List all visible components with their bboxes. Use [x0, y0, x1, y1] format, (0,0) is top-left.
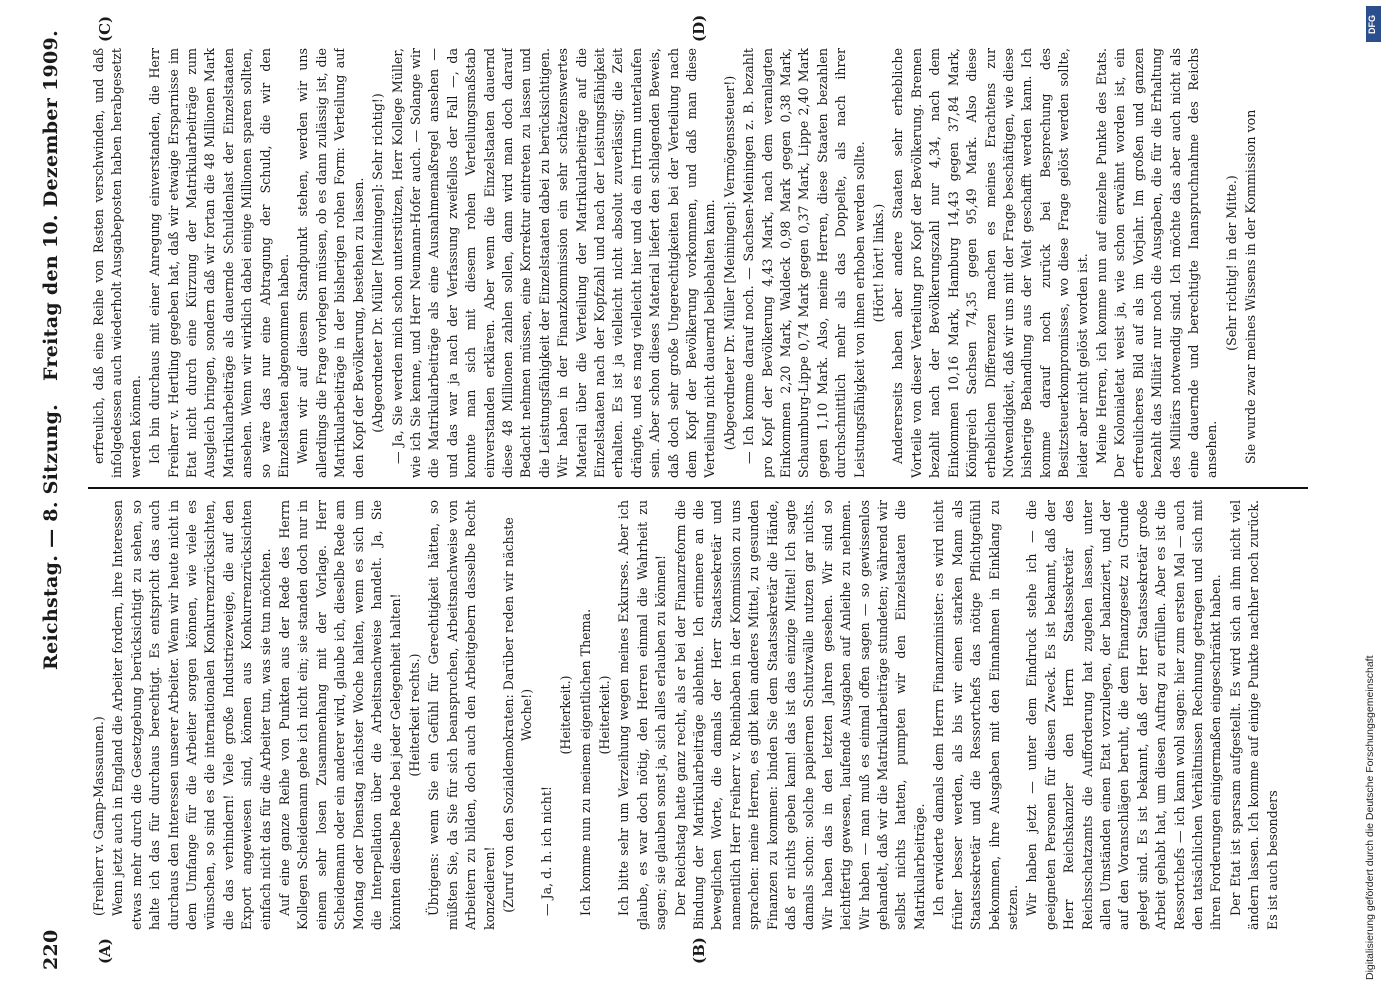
- interjection: (Hört! hört! links.): [871, 203, 887, 323]
- margin-mark-c: (C): [96, 15, 114, 42]
- dfg-logo: DFG: [1366, 6, 1381, 42]
- digitization-credit: [1364, 0, 1383, 1000]
- paragraph: Ich bin durchaus mit einer Anregung einverstanden, die Herr Freiherr v. Hertling gegeben hat, daß wir etwaige Ersparnisse im Etat nicht durch eine Kürzung der Matrikularbeiträge zum Ausgleich bringen, sondern daß wir fortan die 48 Millionen Mark Matrikularbeiträge als dauernde Schuldenlast der Einzelstaaten ansehen. Wenn wir wirklich dabei einige Millionen sparen sollten, so wäre das nur eine Abtragung der Schuld, die wir den Einzelstaaten abgenommen haben.: [147, 48, 292, 478]
- right-text-column: [90, 48, 1320, 478]
- session-title: Reichstag. — 8. Sitzung.: [40, 403, 62, 670]
- paragraph: Andererseits haben aber andere Staaten sehr erhebliche Vorteile von dieser Verteilung pro Kopf der Bevölkerung. Bremen bezahlt nach der Bevölkerungszahl nur 4,34, nach dem Einkommen 10,16 Mark, Hamburg 14,43 gegen 37,84 Mark, Königreich Sachsen 74,35 gegen 95,49 Mark. Also diese erheblichen Differenzen machen es meines Erachtens zur Notwendigkeit, daß wir uns mit der Frage beschäftigen, wie diese bisherige Behandlung aus der Welt geschafft werden kann. Ich komme darauf noch zurück bei Besprechung des Besitzsteuerkompromisses, wo diese Frage gelöst werden sollte, leider aber nicht gelöst worden ist.: [890, 48, 1090, 478]
- paragraph: Wenn wir auf diesem Standpunkt stehen, werden wir uns allerdings die Frage vorlegen müssen, ob es dann zulässig ist, die Matrikularbeiträge in der bisherigen rohen Form: Verteilung auf den Kopf der Bevölkerung, bestehen zu lassen.: [295, 48, 366, 478]
- paragraph: Der Etat ist sparsam aufgestellt. Es wird sich an ihm nicht viel ändern lassen. Ich komme auf einige Punkte nachher noch zurück. Es ist auch besonders: [1227, 500, 1280, 930]
- session-date: Freitag den 10. Dezember 1909.: [40, 30, 62, 381]
- paragraph: Ich erwiderte damals dem Herrn Finanzminister: es wird nicht früher besser werden, als bis wir einen starken Mann als Staatssekretär und die Ressortchefs das nötige Pflichtgefühl bekommen, ihre Ausgaben mit den Einnahmen in Einklang zu setzen.: [931, 500, 1020, 930]
- page-header: [40, 30, 80, 970]
- interjection: (Heiterkeit.): [596, 675, 612, 755]
- column-divider: [88, 487, 1308, 489]
- paragraph: Ich komme nun zu meinem eigentlichen Thema.: [577, 608, 593, 916]
- credit-text: Digitalisierung gefördert durch die Deutsche Forschungsgemeinschaft: [1364, 655, 1376, 980]
- interjection: (Abgeordneter Dr. Müller [Meiningen]: Sehr richtig!): [370, 93, 386, 433]
- margin-mark-a: (A): [96, 938, 114, 964]
- paragraph: Der Reichstag hatte ganz recht, als er bei der Finanzreform die Bindung der Matrikularbeiträge ablehnte. Ich erinnere an die beweglichen Worte, die damals der Herr Staatssekretär und namentlich Herr Freiherr v. Rheinbaben in der Kommission zu uns sprachen: meine Herren, es gibt kein anderes Mittel, zu gesunden Finanzen zu kommen: binden Sie dem Staatssekretär die Hände, daß er nichts geben kann! das ist das einzige Mittel! Ich sagte damals schon: solche papiernen Schutzwälle nutzen gar nichts. Wir haben das in den letzten Jahren gesehen. Wir sind so leichtfertig gewesen, laufende Ausgaben auf Anleihe zu nehmen. Wir haben — man muß es einmal offen sagen — so gewissenlos gehandelt, daß wir die Matrikularbeiträge stundeten; während wir selbst nichts hatten, pumpten wir den Einzelstaaten die Matrikularbeiträge.: [672, 500, 927, 930]
- interjection: (Heiterkeit rechts.): [406, 653, 422, 777]
- paragraph: — Ich komme darauf noch. — Sachsen-Meiningen z. B. bezahlt pro Kopf der Bevölkerung 4,43 Mark, nach dem veranlagten Einkommen 2,20 Mark, Waldeck 0,98 Mark gegen 0,38 Mark, Schaumburg-Lippe 0,74 Mark gegen 0,37 Mark, Lippe 2,40 Mark gegen 1,10 Mark. Also, meine Herren, diese Staaten bezahlen durchschnittlich mehr als das Doppelte, als nach ihrer Leistungsfähigkeit von ihnen erhoben werden sollte.: [741, 48, 867, 478]
- paragraph: Wenn jetzt auch in England die Arbeiter fordern, ihre Interessen etwas mehr durch die Gesetzgebung berücksichtigt zu sehen, so halte ich das für durchaus berechtigt. Es entspricht das auch durchaus den Interessen unserer Arbeiter. Wenn wir heute nicht in dem Umfange für die Arbeiter sorgen können, wie viele es wünschen, so sind es die internationalen Konkurrenzrücksichten, die das verhindern! Viele große Industriezweige, die auf den Export angewiesen sind, können aus Konkurrenzrücksichten einfach nicht das für die Arbeiter tun, was sie tun möchten.: [110, 500, 273, 930]
- interjection: (Sehr richtig! in der Mitte.): [1223, 175, 1239, 351]
- page-number: 220: [40, 929, 62, 970]
- interjection: (Heiterkeit.): [558, 675, 574, 755]
- interjection: (Zuruf von den Sozialdemokraten: Darüber reden wir nächste Woche!): [500, 517, 535, 913]
- interjection: (Abgeordneter Dr. Müller [Meiningen]: Vermögenssteuer!): [721, 75, 737, 451]
- left-text-column: [90, 500, 1320, 930]
- paragraph: — Ja, d. h. ich nicht!: [538, 786, 554, 916]
- paragraph: Wir haben jetzt — unter dem Eindruck stehe ich — die geeigneten Personen für diesen Zweck. Es ist bekannt, daß der Herr Reichskanzler den Herrn Staatssekretär des Reichsschatzamts die Aufforderung hat zugehen lassen, unter allen Umständen einen Etat vorzulegen, der balanziert, und der auf den Voranschlägen beruht, die dem Finanzgesetz zu Grunde gelegt sind. Es ist bekannt, daß der Herr Staatssekretär große Arbeit gehabt hat, um diesen Auftrag zu erfüllen. Aber es ist die Ressortchefs — ich kann wohl sagen: hier zum ersten Mal — auch den tatsächlichen Verhältnissen Rechnung getragen und sich mit ihren Forderungen einigermaßen eingeschränkt haben.: [1024, 500, 1224, 930]
- paragraph: Meine Herren, ich komme nun auf einzelne Punkte des Etats. Der Kolonialetat weist ja, wie schon erwähnt worden ist, ein erfreulicheres Bild auf als im Vorjahr. Im großen und ganzen bezahlt das Militär nur noch die Ausgaben, die für die Erhaltung des Militärs notwendig sind. Ich möchte das aber auch nicht als eine dauernde und berechtigte Inanspruchnahme des Reichs ansehen.: [1093, 48, 1220, 478]
- paragraph: Ich bitte sehr um Verzeihung wegen meines Exkurses. Aber ich glaube, es war doch nötig, den Herren einmal die Wahrheit zu sagen; sie glauben sonst ja, sich alles erlauben zu können!: [616, 500, 669, 930]
- paragraph: (Freiherr v. Gamp-Massaunen.): [91, 716, 106, 916]
- paragraph: Übrigens: wenn Sie ein Gefühl für Gerechtigkeit hätten, so müßten Sie, da Sie für sich beanspruchen, Arbeitsnachweise von Arbeitern zu bilden, doch auch den Arbeitgebern dasselbe Recht konzedieren!: [426, 500, 497, 930]
- paragraph: Auf eine ganze Reihe von Punkten aus der Rede des Herrn Kollegen Scheidemann gehe ich nicht ein; sie standen doch nur in einem sehr losen Zusammenhang mit der Vorlage. Herr Scheidemann oder ein anderer wird, glaube ich, dieselbe Rede am Montag oder Dienstag nächster Woche halten, wenn es sich um die Interpellation über die Arbeitsnachweise handelt. Ja, Sie könnten dieselbe Rede bei jeder Gelegenheit halten!: [277, 500, 403, 930]
- paragraph: Sie wurde zwar meines Wissens in der Kommission von: [1243, 109, 1259, 464]
- paragraph: — Ja, Sie werden mich schon unterstützen, Herr Kollege Müller, wie ich Sie kenne, und Herr Neumann-Hofer auch. — Solange wir die Matrikularbeiträge als eine Ausnahmemaßregel ansehen — und das war ja nach der Verfassung zweifellos der Fall —, da konnte man sich mit diesem rohen Verteilungsmaßstab einverstanden erklären. Aber wenn die Einzelstaaten dauernd diese 48 Millionen zahlen sollen, dann wird man doch darauf Bedacht nehmen müssen, eine Korrektur eintreten zu lassen und die Leistungsfähigkeit der Einzelstaaten dabei zu berücksichtigen. Wir haben in der Finanzkommission ein sehr schätzenswertes Material über die Verteilung der Matrikularbeiträge auf die Einzelstaaten nach der Kopfzahl und nach der Leistungsfähigkeit erhalten. Es ist ja vielleicht nicht absolut zuverlässig; die Zeit drängte, und es mag vielleicht hier und da ein Irrtum unterlaufen sein. Aber schon dieses Material liefert den schlagenden Beweis, daß doch sehr große Ungerechtigkeiten bei der Verteilung nach dem Kopf der Bevölkerung vorkommen, und daß man diese Verteilung nicht dauernd beibehalten kann.: [389, 48, 718, 478]
- margin-mark-d: (D): [690, 14, 708, 42]
- margin-mark-b: (B): [690, 937, 708, 964]
- paragraph: erfreulich, daß eine Reihe von Resten verschwinden, und daß infolgedessen auch wiederholt Ausgabeposten haben herabgesetzt werden können.: [91, 48, 143, 478]
